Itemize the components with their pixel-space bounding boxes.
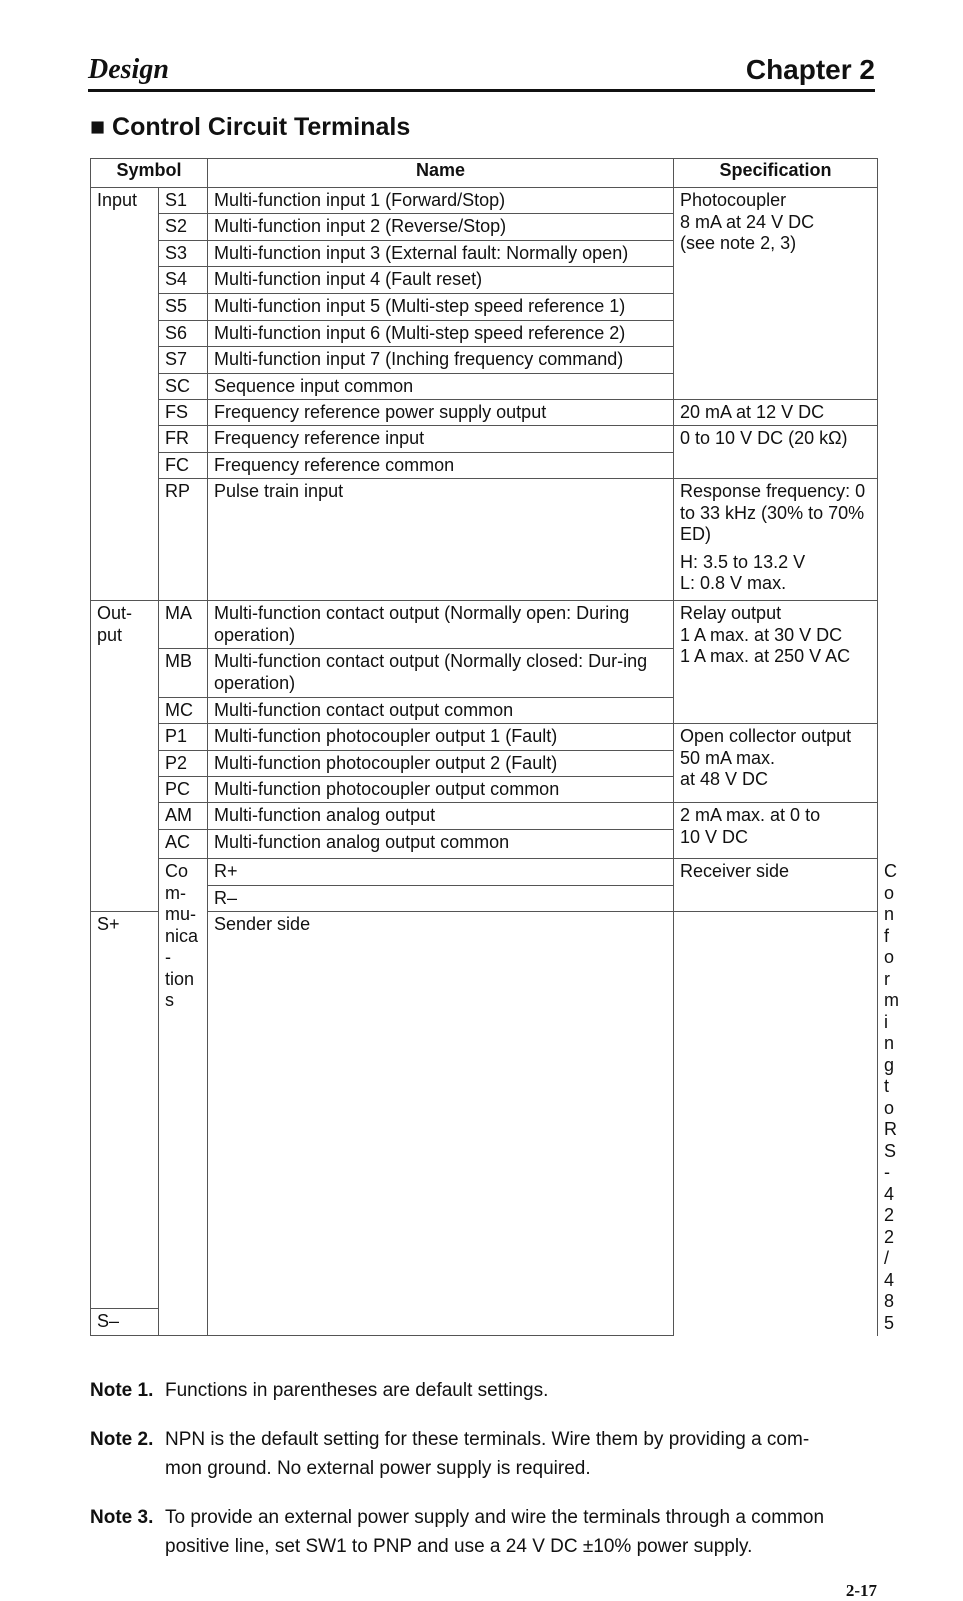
terminal-name: Multi-function contact output (Normally closed: Dur-ing operation) [208, 649, 674, 698]
terminal-name: Frequency reference power supply output [208, 400, 674, 426]
group-comm: Com- mu- nica- tions [159, 859, 208, 1336]
terminal-symbol: FR [159, 426, 208, 453]
terminal-name: Multi-function contact output (Normally open: During operation) [208, 601, 674, 649]
terminal-symbol: S+ [91, 912, 159, 1309]
terminal-spec: 0 to 10 V DC (20 kΩ) [674, 426, 878, 479]
note-label: Note 1. [90, 1380, 154, 1401]
terminal-symbol: PC [159, 777, 208, 803]
terminal-symbol: S5 [159, 294, 208, 321]
terminal-name: Multi-function photocoupler output 1 (Fault) [208, 724, 674, 751]
terminal-symbol: S3 [159, 241, 208, 267]
table-row [91, 601, 878, 649]
table-row [91, 188, 878, 214]
terminal-spec: 20 mA at 12 V DC [674, 400, 878, 426]
terminal-name: Multi-function input 6 (Multi-step speed reference 2) [208, 321, 674, 347]
terminal-spec: Relay output 1 A max. at 30 V DC 1 A max. at 250 V AC [674, 601, 878, 724]
header-name: Name [208, 159, 674, 188]
terminal-symbol: R– [208, 886, 674, 912]
note-2 [90, 1425, 877, 1483]
terminal-symbol: AM [159, 803, 208, 830]
terminal-symbol: P2 [159, 751, 208, 777]
terminal-name: Multi-function input 3 (External fault: Normally open) [208, 241, 674, 267]
terminal-symbol: S4 [159, 267, 208, 294]
content-flow [90, 158, 900, 1601]
terminal-symbol: SC [159, 374, 208, 400]
terminal-symbol: R+ [208, 859, 674, 886]
terminal-name: Multi-function input 4 (Fault reset) [208, 267, 674, 294]
header-symbol: Symbol [91, 159, 208, 188]
terminal-name: Multi-function input 5 (Multi-step speed reference 1) [208, 294, 674, 321]
terminal-symbol: P1 [159, 724, 208, 751]
terminal-name: Frequency reference input [208, 426, 674, 453]
terminal-name: Multi-function input 7 (Inching frequency command) [208, 347, 674, 374]
terminal-symbol: S1 [159, 188, 208, 214]
terminal-symbol: MA [159, 601, 208, 649]
terminal-name: Multi-function photocoupler output 2 (Fault) [208, 751, 674, 777]
note-1 [90, 1376, 877, 1405]
table-row [91, 803, 878, 830]
note-text: To provide an external power supply and wire the terminals through a common [165, 1507, 825, 1528]
note-label: Note 3. [90, 1507, 154, 1528]
header-rule [88, 89, 875, 92]
table-row [91, 400, 878, 426]
group-input: Input [91, 188, 159, 601]
table-row [91, 912, 878, 1309]
group-output: Out- put [91, 601, 159, 912]
note-text: Functions in parentheses are default settings. [165, 1380, 549, 1401]
terminal-symbol: MC [159, 698, 208, 724]
terminal-spec [674, 479, 878, 601]
note-3 [90, 1503, 877, 1561]
terminal-symbol: FC [159, 453, 208, 479]
note-text-cont: positive line, set SW1 to PNP and use a 24 V DC ±10% power supply. [165, 1536, 753, 1557]
terminal-symbol: S– [91, 1309, 159, 1336]
terminal-name: Multi-function contact output common [208, 698, 674, 724]
terminal-name: Frequency reference common [208, 453, 674, 479]
table-row: Com- mu- nica- tions R+ Receiver side Conforming to RS-422/485 [91, 859, 878, 886]
terminal-name: Multi-function analog output common [208, 830, 674, 859]
terminal-name: Multi-function analog output [208, 803, 674, 830]
terminal-spec: 2 mA max. at 0 to 10 V DC [674, 803, 878, 859]
header-design: Design [88, 54, 169, 85]
terminal-symbol: RP [159, 479, 208, 601]
terminal-spec: Open collector output 50 mA max. at 48 V DC [674, 724, 878, 803]
terminal-name: Multi-function input 1 (Forward/Stop) [208, 188, 674, 214]
terminal-name: Multi-function input 2 (Reverse/Stop) [208, 214, 674, 241]
spec-rp-frequency: Response frequency: 0 to 33 kHz (30% to 70% ED) [680, 481, 866, 544]
terminal-symbol: FS [159, 400, 208, 426]
table-row [91, 479, 878, 601]
terminal-symbol: MB [159, 649, 208, 698]
terminals-table [90, 158, 900, 1336]
terminal-name: Multi-function photocoupler output common [208, 777, 674, 803]
terminal-name: Sequence input common [208, 374, 674, 400]
terminal-symbol: S6 [159, 321, 208, 347]
header-chapter: Chapter 2 [745, 54, 875, 85]
terminal-name: Sender side [208, 912, 674, 1336]
section-title: ■ Control Circuit Terminals [90, 113, 411, 141]
header-spec: Specification [674, 159, 878, 188]
terminal-spec: Photocoupler 8 mA at 24 V DC (see note 2, 3) [674, 188, 878, 400]
table-row [91, 426, 878, 453]
terminal-name: Pulse train input [208, 479, 674, 601]
note-text: NPN is the default setting for these terminals. Wire them by providing a com- [165, 1429, 810, 1450]
notes [90, 1376, 877, 1561]
terminal-symbol: S7 [159, 347, 208, 374]
spec-rp-levels: H: 3.5 to 13.2 V L: 0.8 V max. [680, 551, 806, 593]
page-number: 2-17 [845, 1581, 877, 1600]
terminal-symbol: S2 [159, 214, 208, 241]
terminal-symbol: AC [159, 830, 208, 859]
terminal-name: Receiver side [674, 859, 878, 912]
note-text-cont: mon ground. No external power supply is required. [165, 1458, 591, 1479]
table-row [91, 724, 878, 751]
note-label: Note 2. [90, 1429, 154, 1450]
